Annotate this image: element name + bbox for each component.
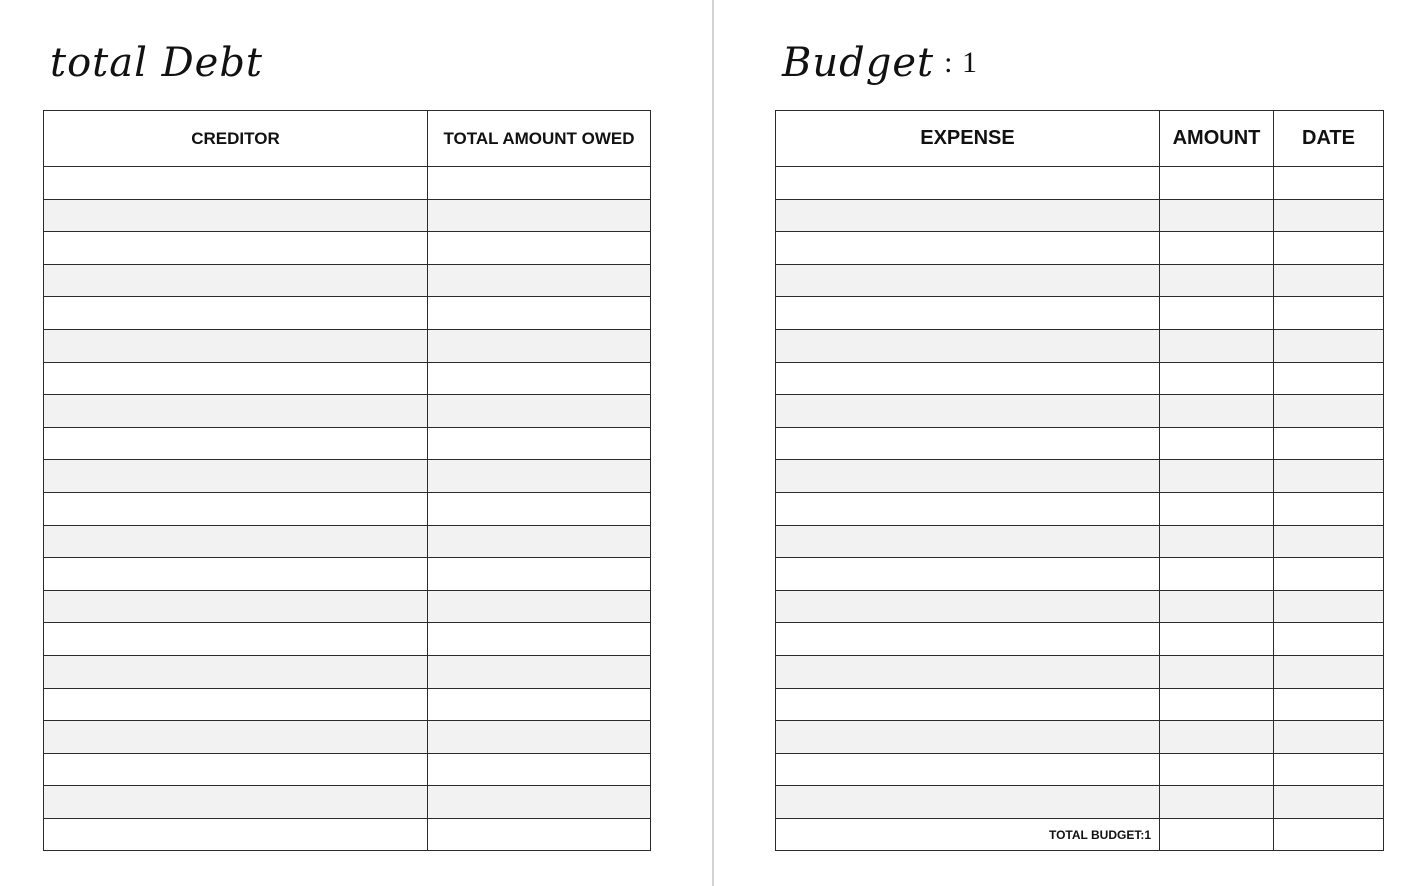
table-row: [776, 655, 1384, 688]
amount-cell[interactable]: [1160, 655, 1274, 688]
creditor-cell[interactable]: [44, 492, 428, 525]
creditor-cell[interactable]: [44, 786, 428, 819]
amount-cell[interactable]: [1160, 623, 1274, 656]
date-cell[interactable]: [1274, 460, 1384, 493]
amount-owed-cell[interactable]: [428, 721, 651, 754]
amount-owed-cell[interactable]: [428, 688, 651, 721]
amount-owed-cell[interactable]: [428, 525, 651, 558]
date-cell[interactable]: [1274, 492, 1384, 525]
total-amount-owed-header: TOTAL AMOUNT OWED: [428, 111, 651, 167]
table-row: [776, 427, 1384, 460]
amount-cell[interactable]: [1160, 460, 1274, 493]
expense-header: EXPENSE: [776, 111, 1160, 167]
amount-owed-cell[interactable]: [428, 297, 651, 330]
creditor-cell[interactable]: [44, 590, 428, 623]
table-row: [776, 199, 1384, 232]
table-row: [776, 753, 1384, 786]
amount-owed-cell[interactable]: [428, 362, 651, 395]
budget-table-body: [776, 167, 1384, 819]
creditor-cell[interactable]: [44, 688, 428, 721]
expense-cell[interactable]: [776, 297, 1160, 330]
table-row: [776, 786, 1384, 819]
expense-cell[interactable]: [776, 264, 1160, 297]
table-row: [44, 525, 651, 558]
table-row: [776, 329, 1384, 362]
date-header: DATE: [1274, 111, 1384, 167]
expense-cell[interactable]: [776, 558, 1160, 591]
amount-owed-cell[interactable]: [428, 590, 651, 623]
amount-owed-cell[interactable]: [428, 786, 651, 819]
amount-cell[interactable]: [1160, 525, 1274, 558]
budget-page-title: [782, 40, 978, 86]
expense-cell[interactable]: [776, 329, 1160, 362]
creditor-cell[interactable]: [44, 655, 428, 688]
amount-owed-cell[interactable]: [428, 558, 651, 591]
table-row: [44, 623, 651, 656]
creditor-cell[interactable]: [44, 232, 428, 265]
date-cell[interactable]: [1274, 329, 1384, 362]
amount-owed-cell[interactable]: [428, 329, 651, 362]
creditor-cell[interactable]: [44, 264, 428, 297]
date-cell[interactable]: [1274, 558, 1384, 591]
amount-owed-cell[interactable]: [428, 232, 651, 265]
table-row: [776, 460, 1384, 493]
table-row: [776, 232, 1384, 265]
amount-owed-cell[interactable]: [428, 199, 651, 232]
amount-cell[interactable]: [1160, 329, 1274, 362]
table-row: [776, 525, 1384, 558]
date-cell[interactable]: [1274, 232, 1384, 265]
expense-cell[interactable]: [776, 623, 1160, 656]
date-cell[interactable]: [1274, 264, 1384, 297]
date-cell[interactable]: [1274, 655, 1384, 688]
amount-header: AMOUNT: [1160, 111, 1274, 167]
table-row: [776, 167, 1384, 200]
budget-table-header-row: [776, 111, 1384, 167]
table-row: [44, 721, 651, 754]
expense-cell[interactable]: [776, 199, 1160, 232]
amount-owed-cell[interactable]: [428, 492, 651, 525]
amount-owed-cell[interactable]: [428, 167, 651, 200]
debt-table: [43, 110, 651, 851]
debt-page-title: [50, 40, 263, 86]
creditor-cell[interactable]: [44, 362, 428, 395]
table-row: [44, 329, 651, 362]
total-budget-date-cell[interactable]: [1274, 818, 1384, 851]
table-row: [44, 232, 651, 265]
amount-owed-cell[interactable]: [428, 818, 651, 851]
date-cell[interactable]: [1274, 362, 1384, 395]
total-budget-label: TOTAL BUDGET:1: [776, 818, 1160, 851]
amount-cell[interactable]: [1160, 167, 1274, 200]
table-row: [44, 460, 651, 493]
table-row: [44, 395, 651, 428]
table-row: [44, 427, 651, 460]
creditor-cell[interactable]: [44, 199, 428, 232]
budget-table: [775, 110, 1384, 851]
date-cell[interactable]: [1274, 753, 1384, 786]
total-budget-amount-cell[interactable]: [1160, 818, 1274, 851]
table-row: [44, 753, 651, 786]
date-cell[interactable]: [1274, 427, 1384, 460]
creditor-cell[interactable]: [44, 818, 428, 851]
date-cell[interactable]: [1274, 688, 1384, 721]
table-row: [776, 688, 1384, 721]
table-row: [44, 297, 651, 330]
creditor-header: CREDITOR: [44, 111, 428, 167]
expense-cell[interactable]: [776, 427, 1160, 460]
expense-cell[interactable]: [776, 492, 1160, 525]
budget-total-row: [776, 818, 1384, 851]
amount-cell[interactable]: [1160, 721, 1274, 754]
budget-title-suffix: : 1: [944, 46, 978, 79]
amount-owed-cell[interactable]: [428, 623, 651, 656]
expense-cell[interactable]: [776, 655, 1160, 688]
creditor-cell[interactable]: [44, 460, 428, 493]
expense-cell[interactable]: [776, 460, 1160, 493]
creditor-cell[interactable]: [44, 329, 428, 362]
amount-cell[interactable]: [1160, 395, 1274, 428]
date-cell[interactable]: [1274, 623, 1384, 656]
amount-cell[interactable]: [1160, 492, 1274, 525]
expense-cell[interactable]: [776, 688, 1160, 721]
table-row: [44, 362, 651, 395]
table-row: [776, 395, 1384, 428]
expense-cell[interactable]: [776, 721, 1160, 754]
date-cell[interactable]: [1274, 721, 1384, 754]
amount-cell[interactable]: [1160, 297, 1274, 330]
expense-cell[interactable]: [776, 395, 1160, 428]
date-cell[interactable]: [1274, 525, 1384, 558]
creditor-cell[interactable]: [44, 167, 428, 200]
table-row: [44, 199, 651, 232]
expense-cell[interactable]: [776, 362, 1160, 395]
table-row: [44, 558, 651, 591]
table-row: [44, 264, 651, 297]
table-row: [776, 297, 1384, 330]
table-row: [776, 623, 1384, 656]
amount-cell[interactable]: [1160, 786, 1274, 819]
table-row: [44, 655, 651, 688]
creditor-cell[interactable]: [44, 427, 428, 460]
amount-cell[interactable]: [1160, 590, 1274, 623]
amount-cell[interactable]: [1160, 558, 1274, 591]
expense-cell[interactable]: [776, 232, 1160, 265]
debt-table-header-row: [44, 111, 651, 167]
page-divider: [712, 0, 714, 886]
amount-cell[interactable]: [1160, 427, 1274, 460]
table-row: [776, 590, 1384, 623]
amount-owed-cell[interactable]: [428, 460, 651, 493]
creditor-cell[interactable]: [44, 395, 428, 428]
date-cell[interactable]: [1274, 167, 1384, 200]
date-cell[interactable]: [1274, 786, 1384, 819]
debt-table-body: [44, 167, 651, 851]
creditor-cell[interactable]: [44, 753, 428, 786]
creditor-cell[interactable]: [44, 721, 428, 754]
date-cell[interactable]: [1274, 199, 1384, 232]
expense-cell[interactable]: [776, 167, 1160, 200]
budget-title-text: Budget: [782, 40, 935, 86]
creditor-cell[interactable]: [44, 558, 428, 591]
table-row: [44, 492, 651, 525]
amount-cell[interactable]: [1160, 753, 1274, 786]
amount-cell[interactable]: [1160, 232, 1274, 265]
debt-title-text: total Debt: [50, 40, 264, 86]
creditor-cell[interactable]: [44, 623, 428, 656]
creditor-cell[interactable]: [44, 297, 428, 330]
table-row: [44, 786, 651, 819]
expense-cell[interactable]: [776, 786, 1160, 819]
table-row: [776, 362, 1384, 395]
date-cell[interactable]: [1274, 395, 1384, 428]
date-cell[interactable]: [1274, 297, 1384, 330]
amount-owed-cell[interactable]: [428, 264, 651, 297]
amount-owed-cell[interactable]: [428, 395, 651, 428]
amount-cell[interactable]: [1160, 199, 1274, 232]
table-row: [44, 818, 651, 851]
date-cell[interactable]: [1274, 590, 1384, 623]
table-row: [776, 492, 1384, 525]
amount-owed-cell[interactable]: [428, 753, 651, 786]
creditor-cell[interactable]: [44, 525, 428, 558]
table-row: [44, 590, 651, 623]
amount-cell[interactable]: [1160, 362, 1274, 395]
amount-owed-cell[interactable]: [428, 427, 651, 460]
table-row: [44, 167, 651, 200]
table-row: [776, 721, 1384, 754]
table-row: [44, 688, 651, 721]
expense-cell[interactable]: [776, 753, 1160, 786]
expense-cell[interactable]: [776, 590, 1160, 623]
amount-cell[interactable]: [1160, 688, 1274, 721]
amount-cell[interactable]: [1160, 264, 1274, 297]
table-row: [776, 264, 1384, 297]
table-row: [776, 558, 1384, 591]
expense-cell[interactable]: [776, 525, 1160, 558]
amount-owed-cell[interactable]: [428, 655, 651, 688]
